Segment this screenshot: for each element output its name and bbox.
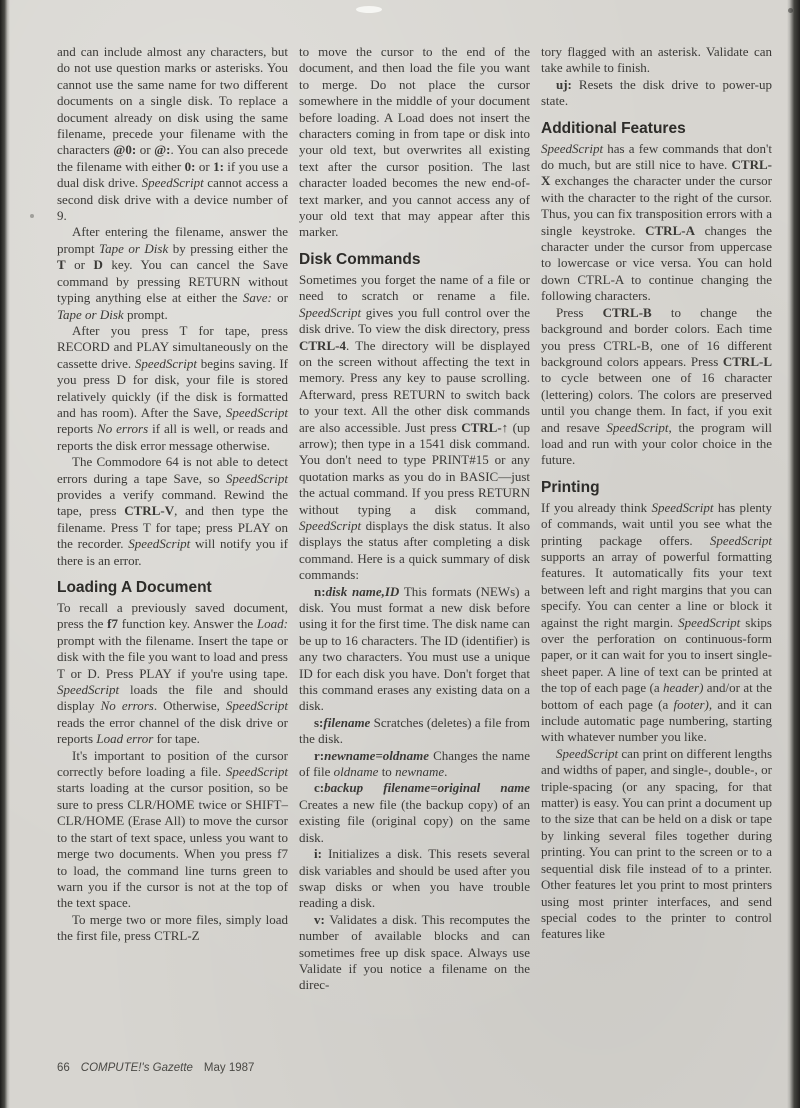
paragraph: It's important to position of the cursor correctly before loading a file. SpeedScript starts loading at the cursor position, so be sure to press CLR/HOME twice or SHIFT–CLR/HOME (Erase All) to move the cursor to the start of text space, unless you want to merge two documents. When you press f7 to load, the command line turns green to warn you if the cursor is not at the top of the text space. xyxy=(57,747,288,911)
paragraph: n:disk name,ID This formats (NEWs) a disk. You must format a new disk before using it for the first time. The disk name can be up to 16 characters. The ID (identifier) is any two characters. You must use a unique ID for each disk you have. Don't forget that this command erases any existing data on a disk. xyxy=(299,583,530,714)
paragraph: i: Initializes a disk. This resets several disk variables and should be used after you swap disks or when you have trouble reading a disk. xyxy=(299,846,530,911)
paragraph: s:filename Scratches (deletes) a file from the disk. xyxy=(299,714,530,747)
paper-speck xyxy=(788,8,793,13)
paragraph: To recall a previously saved document, press the f7 function key. Answer the Load: prompt with the filename. Insert the tape or disk with the file you want to load and press T or D. Press PLAY if you're using tape. SpeedScript loads the file and should display No errors. Otherwise, SpeedScript reads the error channel of the disk drive or reports Load error for tape. xyxy=(57,600,288,747)
magazine-title: COMPUTE!'s Gazette xyxy=(80,1062,193,1074)
paragraph: Sometimes you forget the name of a file or need to scratch or rename a file. SpeedScript gives you full control over the disk drive. To view the disk directory, press CTRL-4. The directory will be displayed on the screen without affecting the text in memory. Press any key to pause scrolling. Afterward, press RETURN to switch back to your text. All the other disk commands are also accessible. Just press CTRL-↑ (up arrow); then type in a 1541 disk command. You don't need to type PRINT#15 or any quotation marks as you do in BASIC—just the actual command. If you press RETURN without typing a disk command, SpeedScript displays the disk status. It also displays the status after completing a disk command. Here is a quick summary of disk commands: xyxy=(299,271,530,583)
page-number: 66 xyxy=(57,1062,70,1074)
paragraph: and can include almost any characters, but do not use question marks or asterisks. You cannot use the same name for two different documents on a single disk. To replace a document already on disk using the same filename, precede your filename with the characters @0: or @:. You can also precede the filename with either 0: or 1: if you use a dual disk drive. SpeedScript cannot access a second disk drive with a device number of 9. xyxy=(57,44,289,224)
paragraph: To merge two or more files, simply load the first file, press CTRL-Z xyxy=(57,911,288,944)
paragraph: r:newname=oldname Changes the name of file oldname to newname. xyxy=(299,747,530,780)
page-edge-right-shadow xyxy=(787,0,800,1108)
paragraph: SpeedScript has a few commands that don't do much, but are still nice to have. CTRL-X exchanges the character under the cursor with the character to the right of the cursor. Thus, you can fix transposition errors with a single keystroke. CTRL-A changes the character under the cursor from uppercase to lowercase or vice versa. You can hold down CTRL-A to continue changing the following characters. xyxy=(541,140,772,304)
section-heading-printing: Printing xyxy=(541,478,600,496)
page-footer xyxy=(57,1062,254,1074)
paragraph: v: Validates a disk. This recomputes the number of available blocks and can sometimes free up disk space. Always use Validate if you notice a filename on the direc- xyxy=(299,911,530,993)
section-heading-loading-a-document: Loading A Document xyxy=(57,579,212,596)
text-column-left xyxy=(57,44,288,945)
paragraph: tory flagged with an asterisk. Validate can take awhile to finish. xyxy=(541,44,772,76)
section-heading-additional-features: Additional Features xyxy=(541,119,686,137)
paragraph: After you press T for tape, press RECORD and PLAY simultaneously on the cassette drive. SpeedScript begins saving. If you press D for disk, your file is stored relatively quickly (if the disk is formatted and has room). After the Save, SpeedScript reports No errors if all is well, or reads and reports the disk error message otherwise. xyxy=(57,322,289,453)
paragraph: The Commodore 64 is not able to detect errors during a tape Save, so SpeedScript provides a verify command. Rewind the tape, press CTRL-V, and then type the filename. Press T for tape; press PLAY on the recorder. SpeedScript will notify you if there is an error. xyxy=(57,454,288,568)
section-heading-disk-commands: Disk Commands xyxy=(299,250,421,268)
paragraph: to move the cursor to the end of the document, and then load the file you want to merge. Do not place the cursor somewhere in the middle of your document before loading. A Load does not insert the characters coming in from tape or disk into your old text, but overwrites all existing text after the cursor position. The last character loaded becomes the new end-of-text marker, and you cannot access any of your old text that may appear after this marker. xyxy=(299,44,530,240)
text-column-right xyxy=(541,44,772,943)
page-edge-left-shadow xyxy=(0,0,10,1108)
paper-speck xyxy=(30,214,34,218)
paragraph: SpeedScript can print on different lengths and widths of paper, and single-, double-, or triple-spacing (or any spacing, for that matter) is easy. You can print a document up to the size that can be held on a disk or tape by linking several files together during printing. You can print to the screen or to a sequential disk file instead of to a printer. Other features let you print to most printers using most printer interfaces, and send special codes to the printer to control features like xyxy=(541,745,773,942)
paragraph: After entering the filename, answer the prompt Tape or Disk by pressing either the T or D key. You can cancel the Save command by pressing RETURN without typing anything else at either the Save: or Tape or Disk prompt. xyxy=(57,224,288,322)
paper-speck xyxy=(356,6,382,13)
paragraph: Press CTRL-B to change the background and border colors. Each time you press CTRL-B, one of 16 different background colors appears. Press CTRL-L to cycle between one of 16 character (lettering) colors. The colors are preserved until you change them. In fact, if you exit and resave SpeedScript, the program will load and run with your color choice in the future. xyxy=(541,304,772,468)
paragraph: uj: Resets the disk drive to power-up state. xyxy=(541,76,772,109)
paragraph: If you already think SpeedScript has plenty of commands, wait until you see what the printing package offers. SpeedScript supports an array of powerful formatting features. It automatically fits your text between left and right margins that you can specify. You can center a line or block it against the right margin. SpeedScript skips over the perforation on continuous-form paper, or it can wait for you to insert single-sheet paper. A line of text can be printed at the top of each page (a header) and/or at the bottom of each page (a footer), and it can include automatic page numbering, starting with whatever number you like. xyxy=(541,499,772,745)
paragraph: c:backup filename=original name Creates a new file (the backup copy) of an existing file (original copy) on the same disk. xyxy=(299,780,530,845)
text-column-center xyxy=(299,44,530,994)
issue-date: May 1987 xyxy=(203,1062,255,1074)
